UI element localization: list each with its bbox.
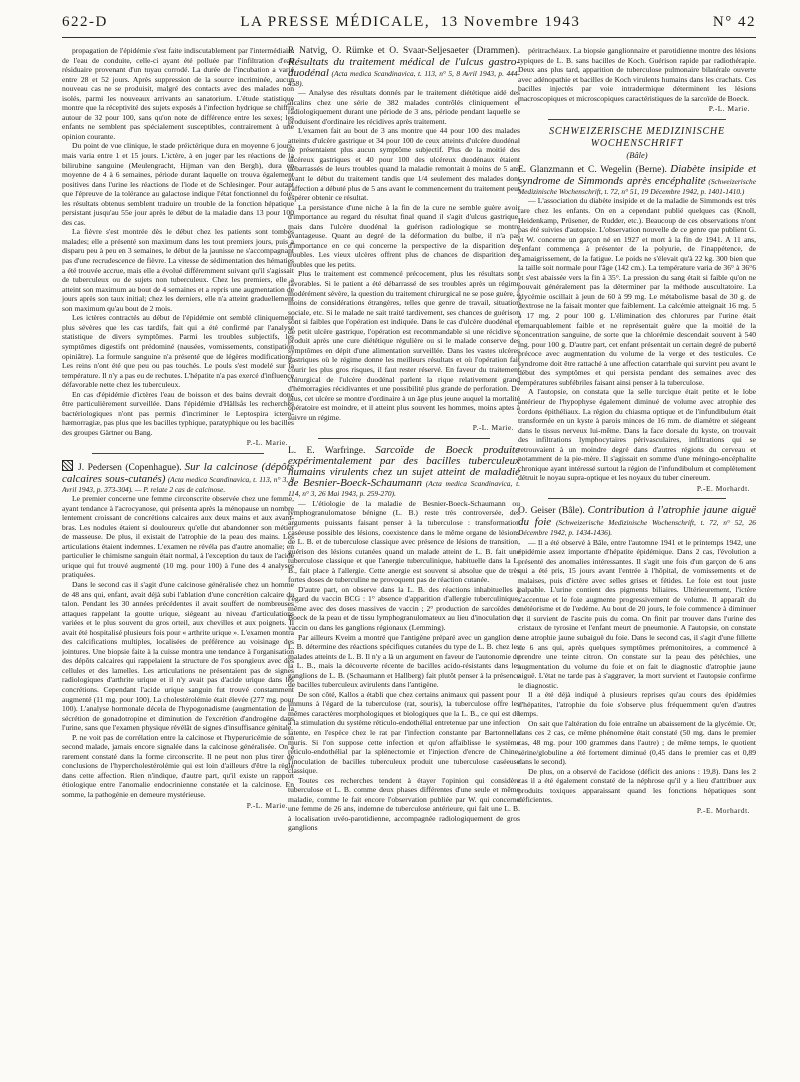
paragraph: D'autre part, on observe dans la L. B. des réactions inhabituelles à l'égard du vaccin BCG : 1° absence d'apparition d'allergie tuberculinique, même avec des doses massives de vaccin ; 2° production de sarcoïdes de Boeck de la peau et de tissu lymphogranulomateux au lieu d'inoculation du vaccin ou dans les ganglions régionaux (Lemming). [288,584,520,632]
article-reference: (Schweizerische Medizinische Wochenschrift, t. 72, n° 52, 26 Décembre 1942, p. 1434-1436). [518,517,756,537]
journal-masthead: LA PRESSE MÉDICALE, 13 Novembre 1943 [240,13,581,30]
article-reference: (Acta medica Scandinavica, t. 113, n° 5, 8 Avril 1943, p. 444-458). [288,68,520,88]
paragraph: Dans le second cas il s'agit d'une calcinose généralisée chez un homme de 48 ans qui, enfant, avait déjà subi l'ablation d'une concrétion calcaire du talon. Pendant les 30 années précédentes il avait souffert de nombreuses attaques rappelant la goutte urique, siégeant au niveau d'articulations variées et le plus souvent du gros orteil, aux chevilles et aux poignets. Il avait été hospitalisé plusieurs fois pour « arthrite urique ». L'examen montra des calcifications multiples, localisées de préférence au voisinage des jointures. Une biopsie faite à la cuisse montra une tendance à l'organisation des dépôts calcaires qui rappelaient la structure de l'os spongieux avec des cellules et des lamelles. Les articulations ne présentaient pas de signes radiologiques d'arthrite urique et il n'y avait pas d'acide urique dans les concrétions. Cependant l'acide urique sanguin fut trouvé constamment augmenté (11 mg. pour 100). La cholestérolémie était élevée (277 mg. pour 100). L'analyse hormonale décela de l'hypogonadisme (augmentation de la sécrétion de gonadotropine et diminution de l'excrétion d'androgène dans l'urine, sans que l'examen physique révélât de signes d'insuffisance génitale. [62,579,294,733]
article-heading [518,505,756,537]
paragraph: Du point de vue clinique, le stade préictérique dura en moyenne 6 jours, mais varia entre 1 et 15 jours. L'ictère, à en juger par les réactions de la bilirubine sanguine (Meulengracht, Hijman van den Bergh), dura en moyenne de 4 à 6 semaines, période durant laquelle on trouva également positives dans l'urine les réactions de l'iode et de Schlesinger. Pour autant que l'épreuve de la tolérance au galactose indique l'état fonctionnel du foie, les résultats obtenus semblent traduire un trouble de la fonction hépatique persistant jusqu'au 55e jour après le début de la maladie dans 13 pour 100 des cas. [62,141,294,227]
paragraph: — Il a été observé à Bâle, entre l'automne 1941 et le printemps 1942, une épidémie assez importante d'hépatite épidémique. Dans 2 cas, l'évolution a présenté des anomalies intéressantes. Il s'agit une fois d'un garçon de 6 ans qui a été pris, 15 jours avant l'entrée à l'hôpital, de vomissements et de malaises, puis d'ictère avec selles grises et fétides. Le foie est tout juste palpable. L'urine contient des pigments biliaires. Ultérieurement, l'ictère s'accentue et le foie augmente progressivement de volume. Il apparaît du météorisme et de l'œdème. Au bout de 20 jours, le foie commence à diminuer et il survient de l'ascite puis du coma. On finit par trouver dans l'urine des cristaux de tyrosine et l'enfant meurt de pneumonie. A l'autopsie, on constate une atrophie jaune subaiguë du foie. Dans le second cas, il s'agit d'une fillette de 6 ans qui, après quelques symptômes prémonitoires, a commencé à prendre une teinte citron. On constate sur la peau des pétéchies, une augmentation du volume du foie et on fait le diagnostic d'atrophie jaune aiguë. L'état ne tarde pas à s'aggraver, la mort survient et l'autopsie confirme le diagnostic. [518,537,756,690]
column-3 [518,46,756,1068]
paragraph: En cas d'épidémie d'ictères l'eau de boisson et des bains devrait donc être particulièrement surveillée. Dans l'épidémie d'Hällsås les recherches bactériologiques n'ont pas permis d'incriminer le Leptospira ictero-hæmorragiæ, pas plus que les bacilles typhique, paratyphique ou les bacilles des groupes Gärtner ou Bang. [62,389,294,437]
divider [548,119,726,120]
paragraph: De plus, on a observé de l'acidose (déficit des anions : 19,8). Dans les 2 cas il a été également constaté de la néphrose qu'il y a lieu d'attribuer aux produits toxiques apparaissant quand les fonctions hépatiques sont déficientes. [518,766,756,805]
paragraph: La persistance d'une niche à la fin de la cure ne semble guère avoir d'importance au regard du résultat final quand il s'agit d'ulcus gastrique, mais dans l'ulcère duodénal la guérison radiologique se montre avantageuse. Quant au degré de la déformation du bulbe, il n'a pas d'importance en ce qui concerne la perspective de la disparition des troubles. Les vieux ulcères offrent plus de chances de disparition des troubles que les petits. [288,202,520,269]
signature: P.-E. Morhardt. [696,483,750,493]
article-heading [62,460,294,494]
article-title: Sur la calcinose (dépôts calcaires sous-cutanés) [62,460,294,485]
header-rule [62,37,756,38]
article-author: J. Pedersen (Copenhague). [78,462,182,473]
paragraph: péritrachéaux. La biopsie ganglionnaire et parotidienne montre des lésions typiques de L. B. sans bacilles de Koch. Guérison rapide par radiothérapie. Deux ans plus tard, apparition de tuberculose pulmonaire bilatérale ouverte avec adénopathie et bacilles de Koch virulents humains dans les crachats. Ces bacilles injectés par voie intradermique déterminent les lésions macroscopiques et microscopiques caractéristiques de la sarcoïde de Boeck. [518,46,756,103]
paragraph: La fièvre s'est montrée dès le début chez les patients sont tombés malades; elle a présenté son maximum dans les tout premiers jours, puis a disparu peu à peu en 3 semaines, le début de la jaunisse ne s'accompagnant pas d'une recrudescence de fièvre. La vitesse de sédimentation des hématies a été trouvée accrue, mais elle a évolué différemment suivant qu'il s'agissait de tuberculeux ou de sujets non tuberculeux. Chez les premiers, elle a atteint son maximum au bout de 4 semaines et a repris une augmentation de jours après son taux initial; chez les derniers, elle n'a atteint graduellement son maximum qu'au bout de 2 mois. [62,227,294,313]
signature: P.-L. Marie. [472,423,514,433]
paragraph: — Analyse des résultats donnés par le traitement diététique aidé des alcalins chez une série de 382 malades contrôlés cliniquement et radiologiquement durant une période de 3 ans, période pendant laquelle se produisent d'ordinaire les récidives après traitement. [288,88,520,126]
divider [318,438,490,439]
article-heading [518,164,756,196]
paragraph: — L'association du diabète insipide et de la maladie de Simmonds est très rare chez les enfants. On en a cependant publié quelques cas (Knoll, Heidenkamp, Prüsener, de Rudder, etc.). Beaucoup de ces observations n'ont pas été suivies d'autopsie. L'observation nouvelle de ce genre que publient G. et W. concerne un garçon né en 1927 et mort à la fin de 1941. A 11 ans, l'enfant commença à présenter de la polyurie, de l'inappétence, de l'amaigrissement, de la fatigue. Le poids ne s'élevait qu'à 22 kg. 300 bien que la taille soit normale pour l'âge (142 cm.). La température varia de 36° à 36°6 et s'est abaissée vers la fin à 35°. La pression du sang était si faible qu'on ne pouvait généralement pas la déterminer par la méthode auscultatoire. La glycémie oscillait à jeun de 60 à 99 mg. Le métabolisme basal de 30 g. de dextrose ne la faisait monter que faiblement. La calcémie atteignait 16 mg. 5 à 17 mg. 2 pour 100 g. L'élimination des chlorures par l'urine était remarquablement faible et ne représentait guère que la moitié de la concentration sanguine, de sorte que la chlorémie descendait souvent à 540 mg. pour 100 g. D'autre part, cet enfant présentait un certain degré de puberté précoce avec augmentation du volume de la verge et des testicules. Ce syndrome doit être rattaché à une affection catarrhale qui survint peu avant le début des symptômes et qui persista pendant des semaines avec des températures subfébriles faisant ainsi penser à la tuberculose. [518,196,756,387]
paragraph: Les ictères contractés au début de l'épidémie ont semblé cliniquement plus sévères que les cas tardifs, fait qui a été confirmé par l'analyse statistique de divers symptômes. Parmi les troubles subjectifs, les symptômes digestifs ont prédominé (nausées, vomissements, constipation opiniâtre). La formule sanguine n'a présenté que de légères modifications. Les reins n'ont été que peu ou pas touchés. Le pouls s'est modelé sur la température. Il n'y a pas eu de rechutes. L'hépatite n'a pas exercé d'influence défavorable nette chez les tuberculeux. [62,313,294,390]
section-journal-city: (Bâle) [626,149,648,160]
paragraph: Plus le traitement est commencé précocement, plus les résultats sont favorables. Si le patient a été débarrassé de ses troubles après un régime modérément sévère, la question du traitement chirurgical ne se pose guère, à moins de considérations étrangères, telles que genre de travail, situation sociale, etc. Si le malade ne sait traité tardivement, ses chances de guérison sont si faibles que l'opération est indiquée. Dans le cas d'ulcère duodénal et de petit ulcère gastrique, l'opération est recommandable si une récidive se produit après une cure diététique régulière ou si le malade conserve des symptômes en dépit d'une alimentation surveillée. Dans les vastes ulcères gastriques où le régime donne les meilleurs résultats et où l'opération fait courir les plus gros risques, il faut rester réservé. En faveur du traitement chirurgical de l'ulcère duodénal parlent la rique relativement grand d'hémorragies récidivantes et une possibilité plus grande de perforation. De plus, cet ulcère se montre d'ordinaire à un âge plus jeune auquel la mortalité opératoire est moindre, et il atteint plus souvent les hommes, moins aptes à suivre un régime. [288,269,520,422]
article-author: P. Natvig, O. Rümke et O. Svaar-Seljesaeter (Drammen). [288,46,520,56]
paragraph: propagation de l'épidémie s'est faite indiscutablement par l'intermédiaire de l'eau de conduite, celle-ci ayant été polluée par l'infiltration d'eau résiduaire provenant d'un tuyau corrodé. La durée de l'incubation a varié entre 28 et 52 jours. Après suppression de la source incriminée, aucun nouveau cas ne se produisit, malgré des contacts avec des malades non isolés, parmi les nouveaux arrivants au sanatorium. L'étude statistique montre que la réceptivité des sujets exposés à l'infection hydrique se chiffra autour de 32 pour 100, sans qu'on note de différence entre les sexes; les enfants ne semblent pas spécialement susceptibles, contrairement à une opinion courante. [62,46,294,141]
page-header [62,10,756,34]
article-reference: (Acta medica Scandinavica, t. 114, n° 3, 26 Mai 1943, p. 259-270). [288,479,520,499]
paragraph: De son côté, Kallos a établi que chez certains animaux qui passent pour immuns à l'égard de la tuberculose (rat, souris), la tuberculose offre les mêmes caractères morphologiques et biologiques que la L. B., ce qui est dû à la stimulation du système réticulo-endothélial entretenue par une infection latente, en l'espèce chez le rat par l'infection constante par Bartonnella muris. Si l'on suppose cette infection et qu'on affaiblisse le système réticulo-endothélial par la splénectomie et l'injection d'encre de Chine, l'inoculation de bacilles tuberculeux produit une tuberculose caséeuse classique. [288,689,520,776]
signature: P.-L. Marie. [246,438,288,448]
article-reference: (Schweizerische Medizinische Wochenschrift, t. 72, n° 51, 19 Décembre 1942, p. 1401-1410.) [518,176,756,196]
article-title: Sarcoïde de Boeck produite expérimentalement par des bacilles tuberculeux humains virulents chez un sujet atteint de maladie de Besnier-Boeck-Schaumann [288,443,520,490]
article-title: Résultats du traitement médical de l'ulcus gastro-duodénal [288,55,520,79]
signature: P.-E. Morhardt. [696,805,750,815]
signature: P.-L. Marie. [246,800,288,810]
paragraph: L'examen fait au bout de 3 ans montre que 44 pour 100 des malades atteints d'ulcère gastrique et 34 pour 100 de ceux atteints d'ulcère duodénal ne présentaient plus aucun symptôme subjectif. Plus de la moitié des ulcéreux gastriques et 40 pour 100 des ulcéreux duodénaux étaient débarrassés de leurs troubles quand la maladie remontait à moins de 5 ans avant le début du traitement tandis que 1/4 seulement des malades dont l'affection a débuté plus de 5 ans avant le commencement du traitement peut espérer obtenir ce résultat. [288,126,520,203]
paragraph: Par ailleurs Kveim a montré que l'antigène préparé avec un ganglion de L. B. détermine des réactions spécifiques cutanées du type de L. B. chez les malades atteints de L. B. Il n'y a là un argument en faveur de l'autonomie de la L. B., mais la découverte récente de bacilles acido-résistants dans les ganglions de L. B. (Schaumann et Hallberg) fait plutôt penser à la présence de bacilles tuberculeux avirulents dans l'antigène. [288,632,520,690]
paragraph: — L'étiologie de la maladie de Besnier-Boeck-Schaumann ou lymphogranulomatose bénigne (L. B.) reste très controversée, des arguments puissants faisant penser à la tuberculose : transformation caséeuse possible des lésions, coexistence dans le même organe de lésions de L. B. et de tuberculose classique avec présence de lésions de transition, guérison des lésions cutanées quand un malade atteint de L. B. fait une tuberculose classique et que l'anergie tuberculinique, habituelle dans la L. B., fait place à l'allergie. Cette anergie est souvent si absolue que de très fortes doses de tuberculine ne provoquent pas de réaction cutanée. [288,498,520,585]
article-author: E. Glanzmann et C. Wegelin (Berne). [518,165,667,176]
paragraph: Il a été déjà indiqué à plusieurs reprises qu'au cours des épidémies d'hépatites, l'atrophie du foie s'observe plus fréquemment qu'en d'autres temps. [518,690,756,719]
paragraph: Le premier concerne une femme circonscrite observée chez une femme, ayant tendance à l'acrocyanose, qui présenta après la ménopause un nombre lentement croissant de concrétions calcaires aux deux mains et aux avant-bras. Les nodules étaient si douloureux qu'elle dut abandonner son métier de masseuse. De plus, il existait de l'atrophie de la peau des mains. Les articulations étaient indemnes. L'examen ne révéla pas d'autre anomalie; en particulier le chimisme sanguin était normal, à l'exception du taux de l'acide urique qui fut trouvé augmenté (10 mg. pour 100) à l'une des 4 analyses pratiquées. [62,494,294,580]
column-1 [62,46,294,1068]
paragraph: P. ne voit pas de corrélation entre la calcinose et l'hyperuricémie de son second malade, jamais encore signalée dans la calcinose généralisée. On a rarement constaté dans la forme circonscrite. Il ne peut non plus tirer de conclusions de l'hypercholestérolémie qui est loin d'ailleurs d'être la règle dans cette affection. Rien n'indique, d'autre part, qu'il existe un rapport étiologique entre l'anomalie endocrinienne constatée et la calcinose. En somme, la pathogénie en demeure mystérieuse. [62,732,294,800]
article-heading [288,445,520,499]
ornament-icon [62,460,73,471]
divider [548,498,726,499]
issue-number: N° 42 [712,13,756,30]
paragraph: A l'autopsie, on constata que la selle turcique était petite et le lobe antérieur de l'hypophyse également diminué de volume avec atrophie des cordons épithéliaux. La région du chiasma optique et de l'infundibulum était transformée en un kyste à parois minces de 16 mm. de diamètre et siégeant dans le tissus nerveux lui-même. Dans la face dorsale du kyste, on trouvait des infiltrations lymphocytaires périvasculaires, infiltrations qui se retrouvaient à un moindre degré dans d'autres régions du cerveau et notamment de la pie-mère. Il s'agissait en somme d'une méningo-encéphalite chronique ayant intéressé surtout la région de l'infundibulum et complètement détruit le noyau supra-optique et les noyaux du tuber cinereum. [518,387,756,483]
paragraph: On sait que l'altération du foie entraîne un abaissement de la glycémie. Or, dans ces 2 cas, ce même phénomène était constaté (50 mg. dans le premier cas, 48 mg. pour 100 grammes dans l'autre) ; de même temps, le quotient sérine/globuline a été fortement diminué (0,45 dans le premier cas et 0,89 dans le second). [518,718,756,767]
paragraph: Toutes ces recherches tendent à étayer l'opinion qui considère tuberculose et L. B. comme deux phases différentes d'une seule et même maladie, comme le fait encore l'observation publiée par W. qui concerne une femme de 26 ans, indemne de tuberculose antérieure, qui fait une L. B. à localisation uvéo-parotidienne, accompagnée radiologiquement de gros ganglions [288,775,520,833]
article-author: O. Geiser (Bâle). [518,506,585,517]
article-reference: (Acta medica Scandinavica, t. 113, n° 3, 8 Avril 1943, p. 373-304). — P. relate 2 cas de calcinose. [62,474,294,494]
signature: P.-L. Marie. [708,104,750,114]
article-heading [288,46,520,88]
article-author: L. E. Warfringe. [288,445,366,456]
article-title: Diabète insipide et syndrome de Simmonds après encéphalite [518,163,756,187]
article-title: Contribution à l'atrophie jaune aiguë du foie [518,504,756,528]
section-journal-title: SCHWEIZERISCHE MEDIZINISCHE WOCHENSCHRIFT [549,125,725,149]
issue-date: 13 Novembre 1943 [440,13,581,30]
page-number: 622-D [62,13,108,30]
journal-name: LA PRESSE MÉDICALE [240,13,425,30]
divider [92,453,264,454]
column-2 [288,46,520,1068]
